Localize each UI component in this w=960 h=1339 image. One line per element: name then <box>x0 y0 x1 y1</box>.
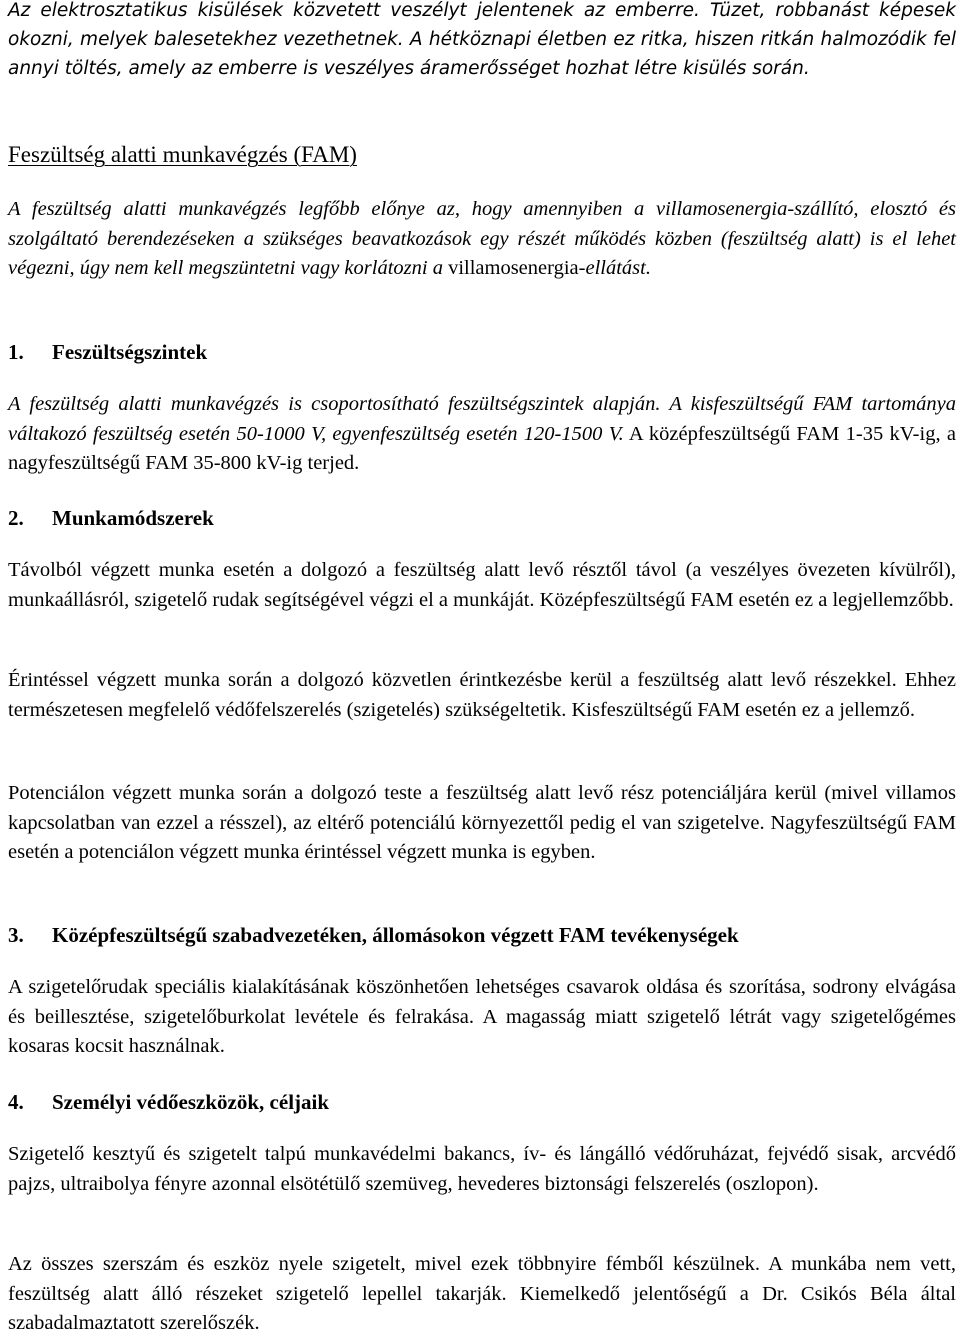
section-1-heading <box>8 337 956 367</box>
paragraph: Potenciálon végzett munka során a dolgozó teste a feszültség alatt levő rész potenciáljára kerül (mivel villamos kapcsolatban van ezzel a résszel), az eltérő potenciálú környezettől pedig el van szigetelve. Nagyfeszültségű FAM esetén a potenciálon végzett munka érintéssel végzett munka is egyben. <box>8 782 956 863</box>
section-2-paragraph-1 <box>8 556 956 615</box>
section-heading-text: Feszültségszintek <box>52 340 208 364</box>
paragraph: Érintéssel végzett munka során a dolgozó közvetlen érintkezésbe kerül a feszültség alatt levő részekkel. Ehhez természetesen megfelelő védőfelszerelés (szigetelés) szükségeltetik. Kisfeszültségű FAM esetén ez a jellemző. <box>8 669 956 721</box>
section-heading <box>8 337 956 367</box>
section-3-paragraph-1 <box>8 973 956 1062</box>
definition-part1: A feszültség alatti munkavégzés legfőbb előnye az, hogy amennyiben a villamosenergia-szállító, elosztó és szolgáltató berendezéseken a szükséges beavatkozások egy részét működés közben (feszültség alatt) is el lehet végezni, úgy nem kell megszüntetni vagy korlátozni a <box>8 198 956 279</box>
section-number: 3. <box>8 923 24 947</box>
section-number: 1. <box>8 340 24 364</box>
section-number: 4. <box>8 1090 24 1114</box>
paragraph-italic: A feszültség alatti munkavégzés is csoportosítható feszültségszintek alapján. A kisfeszültségű FAM tartománya váltakozó feszültség esetén 50-1000 V, egyenfeszültség esetén 120-1500 V. <box>8 393 956 445</box>
section-4-paragraph-1 <box>8 1140 956 1199</box>
section-4-heading <box>8 1087 956 1117</box>
section-heading-text: Személyi védőeszközök, céljaik <box>52 1090 330 1114</box>
section-3-heading <box>8 920 956 950</box>
section-heading-text: Munkamódszerek <box>52 506 214 530</box>
paragraph: Az összes szerszám és eszköz nyele szigetelt, mivel ezek többnyire fémből készülnek. A munkába nem vett, feszültség alatt álló részeket szigetelő lepellel takarják. Kiemelkedő jelentőségű a Dr. Csikós Béla által szabadalmaztatott szerelőszék. <box>8 1253 956 1334</box>
section-heading <box>8 503 956 533</box>
definition-paragraph <box>8 195 956 284</box>
section-2-paragraph-2 <box>8 666 956 725</box>
section-2-heading <box>8 503 956 533</box>
section-title-block <box>8 140 956 170</box>
section-title: Feszültség alatti munkavégzés (FAM) <box>8 142 357 167</box>
paragraph-plain: A középfeszültségű FAM 1-35 kV-ig, a nagyfeszültségű FAM 35-800 kV-ig terjed. <box>8 422 957 474</box>
definition-part2: villamosenergia- <box>448 257 586 279</box>
section-heading <box>8 920 956 950</box>
paragraph: Szigetelő kesztyű és szigetelt talpú munkavédelmi bakancs, ív- és lángálló védőruházat, fejvédő sisak, arcvédő pajzs, ultraibolya fényre azonnal elsötétülő szemüveg, hevederes biztonsági felszerelés (oszlopon). <box>8 1143 956 1195</box>
section-heading-text: Középfeszültségű szabadvezetéken, állomásokon végzett FAM tevékenységek <box>52 923 739 947</box>
paragraph <box>8 390 956 479</box>
intro-paragraph <box>8 0 956 83</box>
section-heading <box>8 1087 956 1117</box>
definition-part3: ellátást. <box>585 257 651 279</box>
intro-text: Az elektrosztatikus kisülések közvetett veszélyt jelentenek az emberre. Tüzet, robbanást képesek okozni, melyek balesetekhez vezethetnek. A hétköznapi életben ez ritka, hiszen ritkán halmozódik fel annyi töltés, amely az emberre is veszélyes áramerősséget hozhat létre kisülés során. <box>8 0 956 79</box>
paragraph: A szigetelőrudak speciális kialakításának köszönhetően lehetséges csavarok oldása és szorítása, sodrony elvágása és beillesztése, szigetelőburkolat levétele és felrakása. A magasság miatt szigetelő létrát vagy szigetelőgémes kosaras kocsit használnak. <box>8 976 956 1057</box>
paragraph: Távolból végzett munka esetén a dolgozó a feszültség alatt levő résztől távol (a veszélyes övezeten kívülről), munkaállásról, szigetelő rudak segítségével végzi el a munkáját. Középfeszültségű FAM esetén ez a legjellemzőbb. <box>8 559 956 611</box>
section-number: 2. <box>8 506 24 530</box>
definition-text <box>8 195 956 284</box>
section-2-paragraph-3 <box>8 779 956 868</box>
section-4-paragraph-2 <box>8 1250 956 1339</box>
section-1-body <box>8 390 956 479</box>
